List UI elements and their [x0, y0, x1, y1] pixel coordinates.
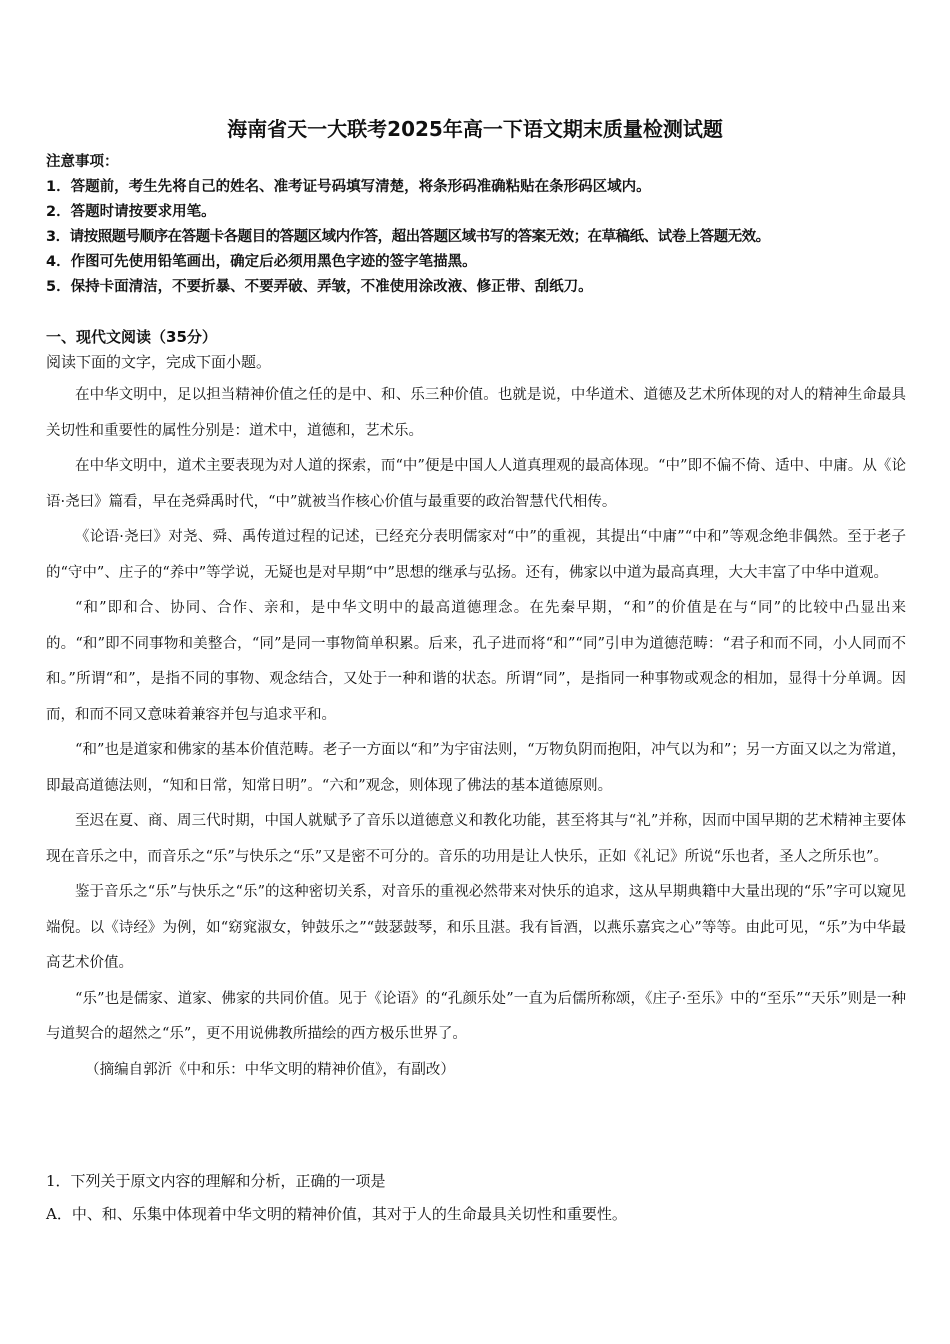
notice-item: 3．请按照题号顺序在答题卡各题目的答题区域内作答，超出答题区域书写的答案无效；在草稿纸、试卷上答题无效。 [46, 229, 770, 245]
notice-item: 4．作图可先使用铅笔画出，确定后必须用黑色字迹的签字笔描黑。 [46, 254, 477, 270]
passage-paragraph: 鉴于音乐之“乐”与快乐之“乐”的这种密切关系，对音乐的重视必然带来对快乐的追求，这从早期典籍中大量出现的“乐”字可以窥见端倪。以《诗经》为例，如“窈窕淑女，钟鼓乐之”“鼓瑟鼓琴，和乐且湛。我有旨酒，以燕乐嘉宾之心”等等。由此可见，“乐”为中华最高艺术价值。 [46, 884, 906, 971]
passage-source: （摘编自郭沂《中和乐：中华文明的精神价值》，有副改） [85, 1061, 455, 1078]
section-instruction: 阅读下面的文字，完成下面小题。 [46, 353, 272, 371]
question-option-a: A．中、和、乐集中体现着中华文明的精神价值，其对于人的生命最具关切性和重要性。 [46, 1205, 627, 1223]
notice-block [46, 150, 916, 300]
section-heading: 一、现代文阅读（35分） [46, 328, 217, 346]
notice-item: 2．答题时请按要求用笔。 [46, 204, 216, 220]
passage-paragraph: 在中华文明中，足以担当精神价值之任的是中、和、乐三种价值。也就是说，中华道术、道德及艺术所体现的对人的精神生命最具关切性和重要性的属性分别是：道术中，道德和，艺术乐。 [46, 387, 906, 439]
notice-item: 5．保持卡面清洁，不要折暴、不要弄破、弄皱，不准使用涂改液、修正带、刮纸刀。 [46, 279, 593, 295]
passage-paragraph: 《论语·尧曰》对尧、舜、禹传道过程的记述，已经充分表明儒家对“中”的重视，其提出“中庸”“中和”等观念绝非偶然。至于老子的“守中”、庄子的“养中”等学说，无疑也是对早期“中”思想的继承与弘扬。还有，佛家以中道为最高真理，大大丰富了中华中道观。 [46, 529, 906, 581]
page-title: 海南省天一大联考2025年高一下语文期末质量检测试题 [227, 117, 723, 141]
reading-passage [46, 378, 906, 1088]
passage-paragraph: “和”即和合、协同、合作、亲和，是中华文明中的最高道德理念。在先秦早期，“和”的价值是在与“同”的比较中凸显出来的。“和”即不同事物和美整合，“同”是同一事物简单积累。后来，孔子进而将“和”“同”引申为道德范畴：“君子和而不同，小人同而不和。”所谓“和”，是指不同的事物、观念结合，又处于一种和谐的状态。所谓“同”，是指同一种事物或观念的相加，显得十分单调。因而，和而不同又意味着兼容并包与追求平和。 [46, 600, 906, 723]
passage-paragraph: “乐”也是儒家、道家、佛家的共同价值。见于《论语》的“孔颜乐处”一直为后儒所称颂，《庄子·至乐》中的“至乐”“天乐”则是一种与道契合的超然之“乐”，更不用说佛教所描绘的西方极乐世界了。 [46, 990, 906, 1042]
passage-paragraph: 在中华文明中，道术主要表现为对人道的探索，而“中”便是中国人人道真理观的最高体现。“中”即不偏不倚、适中、中庸。从《论语·尧曰》篇看，早在尧舜禹时代，“中”就被当作核心价值与最重要的政治智慧代代相传。 [46, 458, 906, 510]
passage-paragraph: 至迟在夏、商、周三代时期，中国人就赋予了音乐以道德意义和教化功能，甚至将其与“礼”并称，因而中国早期的艺术精神主要体现在音乐之中，而音乐之“乐”与快乐之“乐”又是密不可分的。音乐的功用是让人快乐，正如《礼记》所说“乐也者，圣人之所乐也”。 [46, 813, 906, 865]
question-stem: 1．下列关于原文内容的理解和分析，正确的一项是 [46, 1172, 386, 1190]
notice-item: 1．答题前，考生先将自己的姓名、准考证号码填写清楚，将条形码准确粘贴在条形码区域内。 [46, 179, 651, 195]
notice-heading: 注意事项： [46, 154, 119, 170]
passage-paragraph: “和”也是道家和佛家的基本价值范畴。老子一方面以“和”为宇宙法则，“万物负阴而抱阳，冲气以为和”；另一方面又以之为常道，即最高道德法则，“知和日常，知常日明”。“六和”观念，则体现了佛法的基本道德原则。 [46, 742, 906, 794]
